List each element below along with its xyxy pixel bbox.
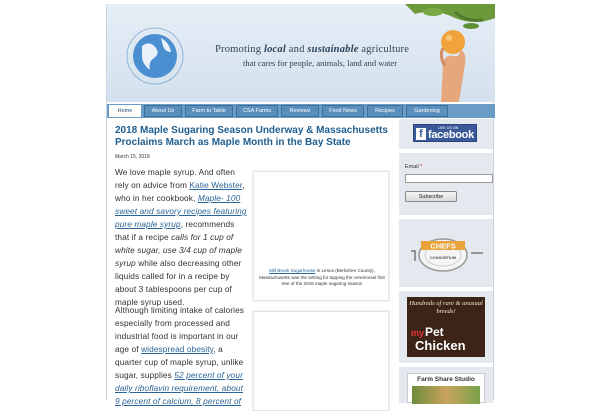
nav-reviews[interactable]: Reviews [281,105,319,117]
post-title[interactable]: 2018 Maple Sugaring Season Underway & Massachusetts Proclaims March as Maple Month in the Bay State [115,125,388,148]
page [106,4,494,406]
sidebar [399,119,493,400]
subscribe-button[interactable]: Subscribe [405,191,457,202]
farm-share-title: Farm Share Studio [417,376,475,383]
my-pet-chicken-ad[interactable] [399,291,493,363]
facebook-like-button[interactable] [413,124,477,142]
site-logo[interactable] [115,16,195,90]
post-image-2 [253,311,389,411]
link-widespread-obesity[interactable]: widespread obesity [141,344,214,354]
nav-home[interactable]: Home [109,105,141,117]
chefs-consortium-logo [407,227,485,279]
link-riboflavin[interactable]: 52 percent of your daily riboflavin requirement, about 9 percent of calcium, 8 percent of [115,370,244,406]
chefs-consortium-ad[interactable] [399,219,493,287]
nav-food-news[interactable]: Food News [322,105,364,117]
main-nav [107,104,495,118]
facebook-icon: f [416,128,426,140]
post-date: March 15, 2018 [115,154,150,160]
post-content [115,125,391,406]
image-caption: Mill Brook Sugarhouse in Lenox (Berkshire County), Massachusetts was the setting for tapping the ceremonial first tree of the 2018 maple sugaring season [259,268,385,286]
link-mill-brook-sugarhouse[interactable]: Mill Brook Sugarhouse [269,268,316,273]
farm-share-studio-banner [407,373,485,403]
pet-chicken-chicken: Chicken [415,338,466,353]
farm-share-studio-ad[interactable] [399,367,493,403]
post-paragraph-1: We love maple syrup. And often rely on advice from Katie Webster, who in her cookbook, Maple- 100 sweet and savory recipes featuring pure maple syrup, recommends that if a recipe calls for 1 cup of white sugar, use 3/4 cup of maple syrup while also decreasing other liquids called for in a recipe by about 3 tablespoons per cup of maple syrup used. [115,167,247,307]
logo-subtext [119,91,189,95]
nav-gardening[interactable]: Gardening [406,105,448,117]
pet-chicken-slogan: Hundreds of rare & unusual breeds! [409,300,483,315]
fb-wordmark: facebook [428,129,474,141]
chefs-logo-subtext: CONSORTIUM [430,256,456,260]
email-signup [399,153,493,215]
nav-farm-to-table[interactable]: Farm to Table [185,105,233,117]
hand-with-orange-image [405,4,495,102]
farm-share-image [412,386,480,404]
site-header [107,4,495,102]
post-image-1 [253,171,389,301]
email-label: Email * [405,164,423,170]
pet-chicken-my: my [411,328,425,338]
my-pet-chicken-banner [407,297,485,357]
nav-recipes[interactable]: Recipes [367,105,403,117]
link-maple-cookbook[interactable]: Maple- 100 sweet and savory recipes featuring pure maple syrup [115,193,247,229]
pet-chicken-pet: Pet [425,325,444,339]
link-katie-webster[interactable]: Katie Webster [189,180,243,190]
email-input[interactable] [405,174,493,183]
post-paragraph-2: Although limiting intake of calories especially from processed and industrial food is important in our age of widespread obesity, a quarter cup of maple syrup, unlike sugar, supplies 52 percent of your daily riboflavin requirement, about 9 percent of calcium, 8 percent of [115,305,245,406]
nav-csa-farms[interactable]: CSA Farms [236,105,278,117]
tagline-line2: that cares for people, animals, land and water [243,58,398,68]
fb-small-label: LIKE US ON [438,126,459,130]
nav-about-us[interactable]: About Us [144,105,182,117]
facebook-widget [399,119,493,149]
tagline: Promoting local and sustainable agriculture [215,44,410,55]
chefs-logo-text: CHEFS [430,241,456,251]
